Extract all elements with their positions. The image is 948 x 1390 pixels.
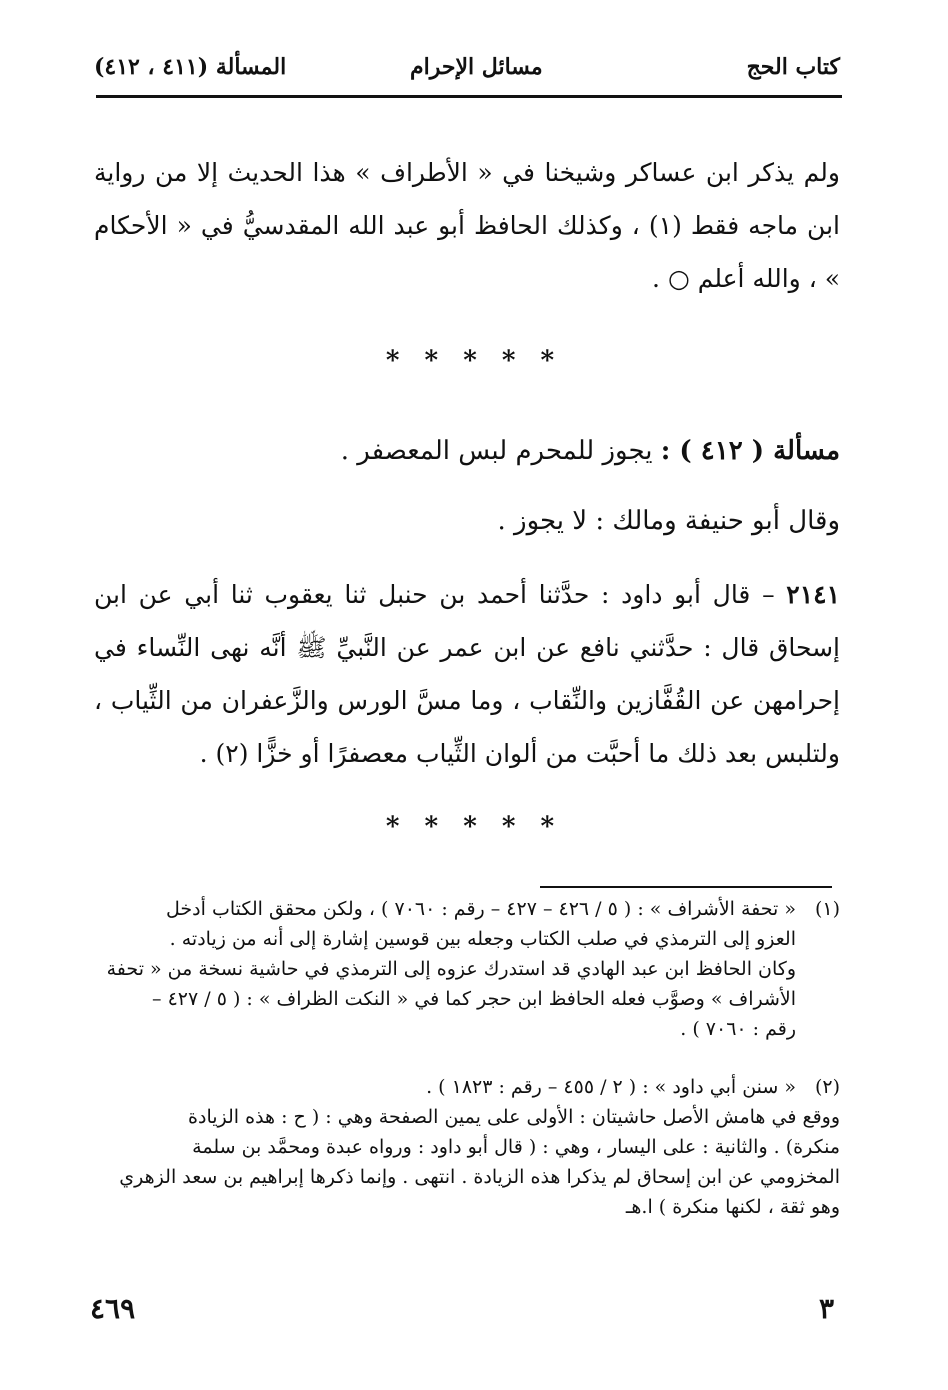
footnote-line: (١)« تحفة الأشراف » : ( ٥ / ٤٢٦ – ٤٢٧ – رقم : ٧٠٦٠ ) ، ولكن محقق الكتاب أدخل <box>94 894 840 924</box>
footnote <box>94 1072 840 1222</box>
footnote-line: وهو ثقة ، لكنها منكرة ) ا.هـ <box>625 1196 840 1218</box>
issue-label: مسألة ( ٤١٢ ) : <box>660 436 840 466</box>
footnote-line: المخزومي عن ابن إسحاق لم يذكرا هذه الزيادة . انتهى . وإنما ذكرها إبراهيم بن سعد الزهري <box>119 1166 840 1188</box>
section-separator: * * * * * <box>385 346 563 376</box>
issue-heading <box>341 436 840 466</box>
running-header-section: مسائل الإحرام <box>410 54 543 80</box>
footnote-line: (٢)« سنن أبي داود » : ( ٢ / ٤٥٥ – رقم : ١٨٢٣ ) . <box>94 1072 840 1102</box>
footnote-line: الأشراف » وصوَّب فعله الحافظ ابن حجر كما في « النكت الظراف » : ( ٥ / ٤٢٧ – <box>152 988 796 1010</box>
footnote-rule <box>540 886 832 888</box>
volume-number: ٣ <box>818 1292 834 1325</box>
footnote-line: ووقع في هامش الأصل حاشيتان : الأولى على يمين الصفحة وهي : ( ح : هذه الزيادة <box>188 1106 840 1128</box>
footnote-line: وكان الحافظ ابن عبد الهادي قد استدرك عزوه إلى الترمذي في حاشية نسخة من « تحفة <box>106 958 796 980</box>
page-number: ٤٦٩ <box>90 1292 136 1325</box>
hadith-number: ٢١٤١ <box>786 580 841 609</box>
hadith-text: – قال أبو داود : حدَّثنا أحمد بن حنبل ثنا يعقوب ثنا أبي عن ابن إسحاق قال : حدَّثني نافع عن ابن عمر عن النَّبيِّ ﷺ أنَّه نهى النِّساء في إحرامهن عن القُفَّازين والنِّقاب ، وما مسَّ الورس والزَّعفران من الثِّياب ، ولتلبس بعد ذلك ما أحبَّت من ألوان الثِّياب معصفرًا أو خزًّا (٢) . <box>94 580 840 768</box>
running-header-book: كتاب الحج <box>746 54 840 80</box>
header-rule <box>96 95 842 98</box>
footnote-label: (٢) <box>814 1076 840 1098</box>
footnote <box>94 894 840 1044</box>
opposing-view: وقال أبو حنيفة ومالك : لا يجوز . <box>497 506 840 536</box>
footnote-line: منكرة) . والثانية : على اليسار ، وهي : ( قال أبو داود : ورواه عبدة ومحمَّد بن سلمة <box>192 1136 840 1158</box>
hadith-paragraph <box>94 568 840 780</box>
section-separator: * * * * * <box>385 812 563 842</box>
issue-text: يجوز للمحرم لبس المعصفر . <box>340 436 653 466</box>
intro-paragraph: ولم يذكر ابن عساكر وشيخنا في « الأطراف » هذا الحديث إلا من رواية ابن ماجه فقط (١) ، وكذلك الحافظ أبو عبد الله المقدسيُّ في « الأحكام » ، والله أعلم ○ . <box>94 158 840 293</box>
footnote-line: رقم : ٧٠٦٠ ) . <box>680 1018 796 1040</box>
running-header-issue-range: المسألة (٤١١ ، ٤١٢) <box>94 54 287 80</box>
footnote-label: (١) <box>814 898 840 920</box>
footnote-line: العزو إلى الترمذي في صلب الكتاب وجعله بين قوسين إشارة إلى أنه من زيادته . <box>169 928 796 950</box>
